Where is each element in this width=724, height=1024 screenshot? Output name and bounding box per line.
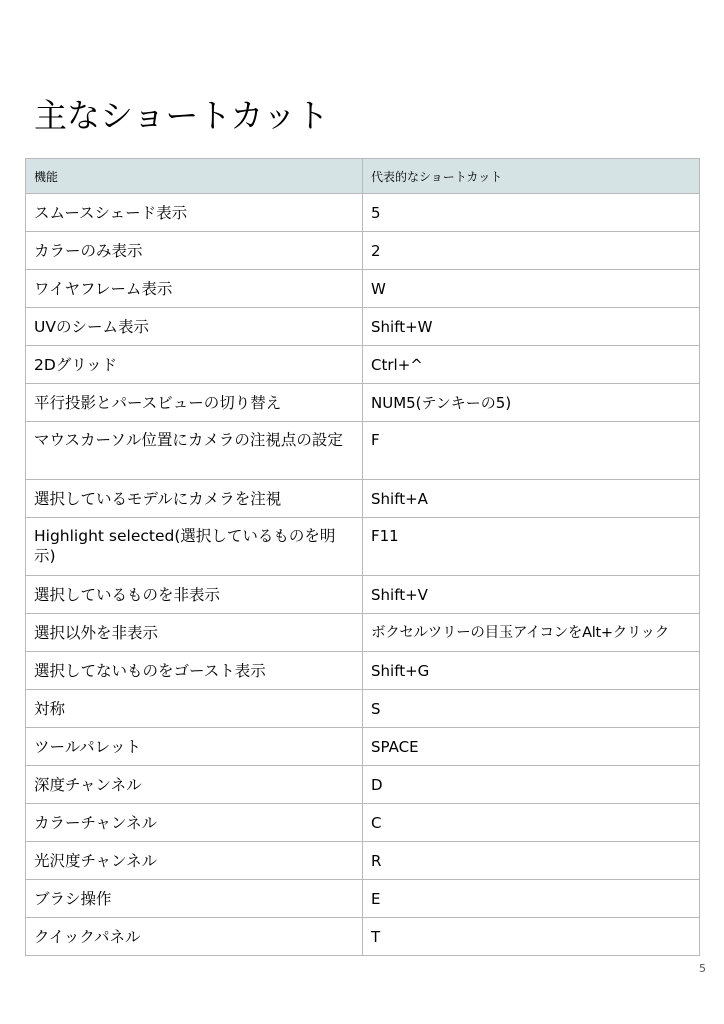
table-row <box>26 480 700 518</box>
page-number: 5 <box>699 962 706 975</box>
shortcut-cell: R <box>363 842 700 880</box>
shortcut-cell: Shift+V <box>363 576 700 614</box>
function-cell: マウスカーソル位置にカメラの注視点の設定 <box>26 422 363 480</box>
shortcut-cell: C <box>363 804 700 842</box>
table-row <box>26 804 700 842</box>
header-shortcut: 代表的なショートカット <box>363 159 700 194</box>
shortcut-cell: D <box>363 766 700 804</box>
header-function: 機能 <box>26 159 363 194</box>
table-row <box>26 422 700 480</box>
table-row <box>26 232 700 270</box>
table-row <box>26 880 700 918</box>
function-cell: 深度チャンネル <box>26 766 363 804</box>
shortcut-cell: F <box>363 422 700 480</box>
function-cell: 選択しているものを非表示 <box>26 576 363 614</box>
function-cell: 選択以外を非表示 <box>26 614 363 652</box>
shortcut-cell: Shift+G <box>363 652 700 690</box>
shortcut-cell: 2 <box>363 232 700 270</box>
function-cell: UVのシーム表示 <box>26 308 363 346</box>
shortcut-cell: W <box>363 270 700 308</box>
table-row <box>26 384 700 422</box>
table-row <box>26 652 700 690</box>
shortcut-cell: T <box>363 918 700 956</box>
table-row <box>26 918 700 956</box>
function-cell: Highlight selected(選択しているものを明示) <box>26 518 363 576</box>
table-row <box>26 728 700 766</box>
shortcut-cell: SPACE <box>363 728 700 766</box>
table-row <box>26 576 700 614</box>
table-header-row <box>26 159 700 194</box>
shortcut-table <box>25 158 700 956</box>
function-cell: 対称 <box>26 690 363 728</box>
table-row <box>26 842 700 880</box>
function-cell: 平行投影とパースビューの切り替え <box>26 384 363 422</box>
shortcut-cell: ボクセルツリーの目玉アイコンをAlt+クリック <box>363 614 700 652</box>
table-row <box>26 270 700 308</box>
function-cell: 光沢度チャンネル <box>26 842 363 880</box>
page-title: 主なショートカット <box>34 96 330 135</box>
shortcut-cell: E <box>363 880 700 918</box>
shortcut-cell: 5 <box>363 194 700 232</box>
shortcut-cell: F11 <box>363 518 700 576</box>
function-cell: ワイヤフレーム表示 <box>26 270 363 308</box>
table-row <box>26 308 700 346</box>
table-row <box>26 346 700 384</box>
table-row <box>26 194 700 232</box>
function-cell: ツールパレット <box>26 728 363 766</box>
function-cell: 2Dグリッド <box>26 346 363 384</box>
function-cell: ブラシ操作 <box>26 880 363 918</box>
shortcut-cell: Shift+W <box>363 308 700 346</box>
function-cell: カラーチャンネル <box>26 804 363 842</box>
table-row <box>26 614 700 652</box>
table-row <box>26 766 700 804</box>
shortcut-cell: NUM5(テンキーの5) <box>363 384 700 422</box>
function-cell: クイックパネル <box>26 918 363 956</box>
table-row <box>26 690 700 728</box>
function-cell: スムースシェード表示 <box>26 194 363 232</box>
function-cell: 選択しているモデルにカメラを注視 <box>26 480 363 518</box>
function-cell: 選択してないものをゴースト表示 <box>26 652 363 690</box>
shortcut-cell: Ctrl+^ <box>363 346 700 384</box>
table-row <box>26 518 700 576</box>
shortcut-cell: Shift+A <box>363 480 700 518</box>
shortcut-cell: S <box>363 690 700 728</box>
function-cell: カラーのみ表示 <box>26 232 363 270</box>
